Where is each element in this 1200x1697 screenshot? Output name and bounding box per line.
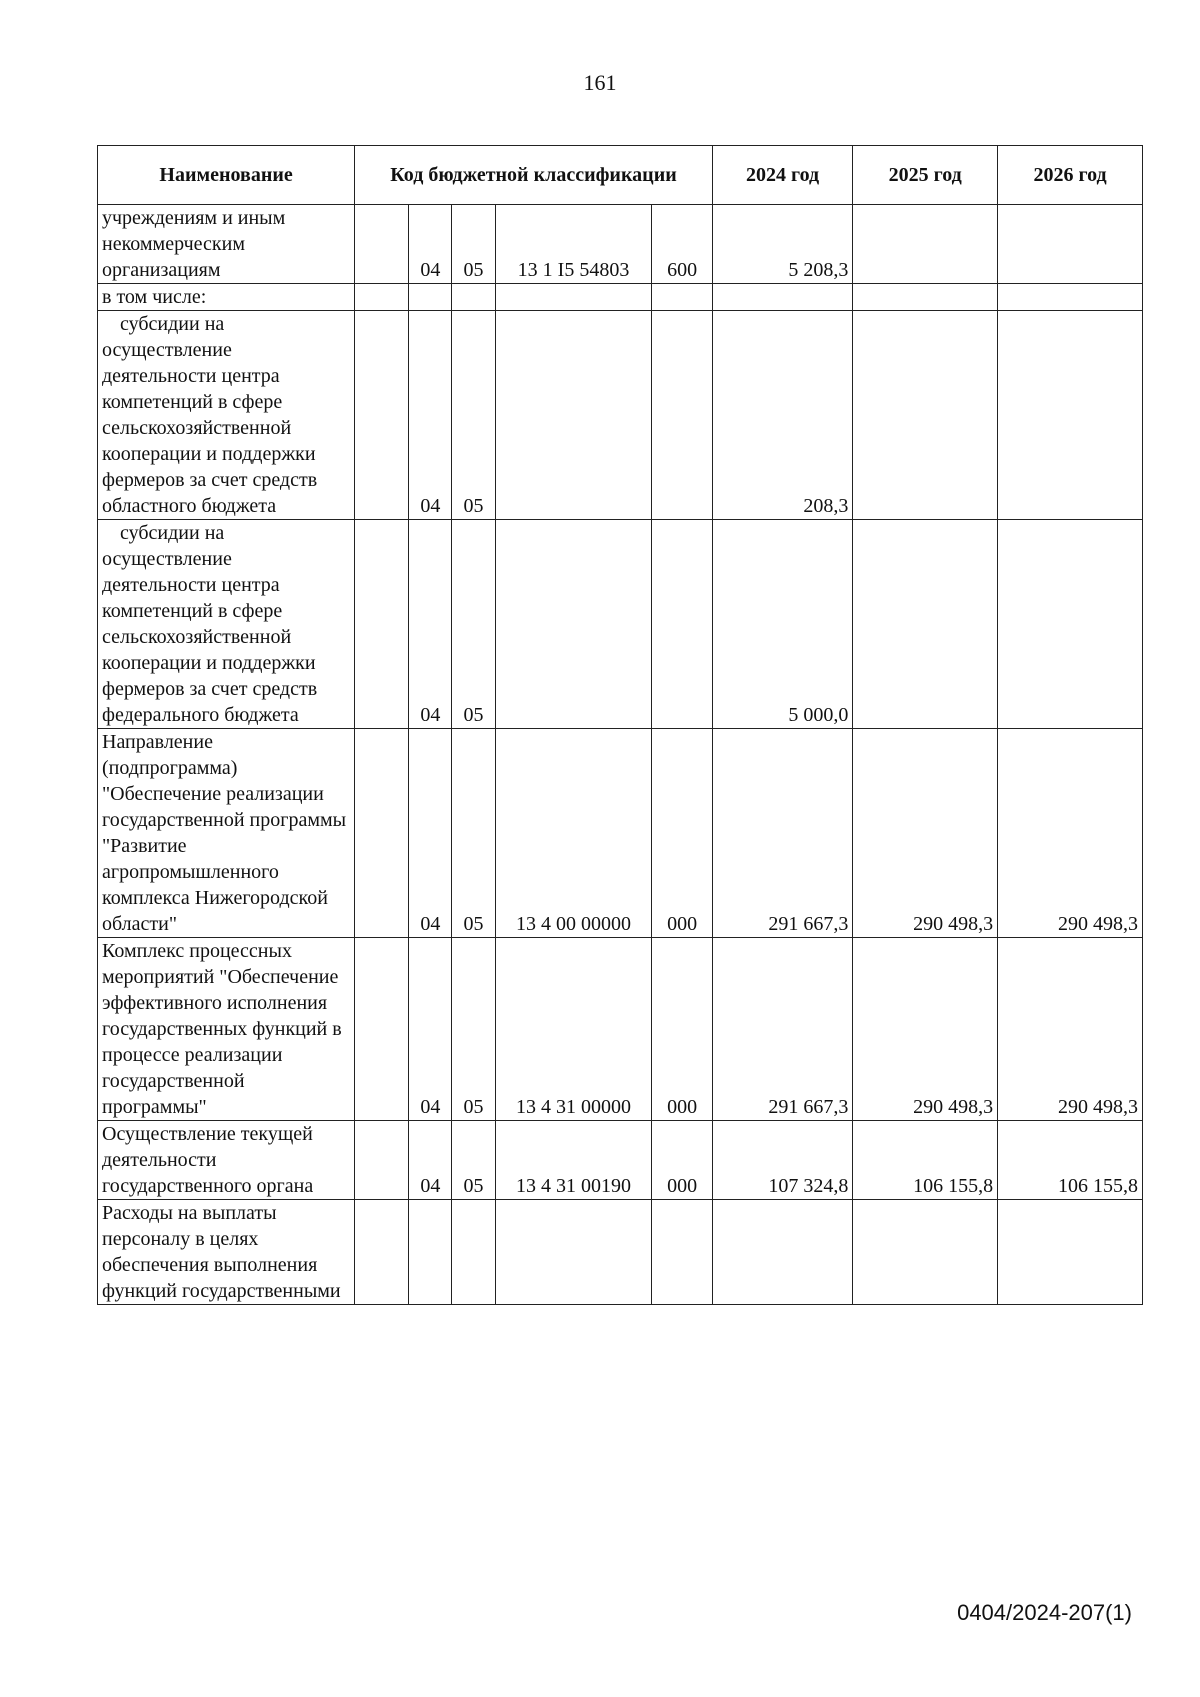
table-row: [98, 1121, 1143, 1200]
row-value-2024: 291 667,3: [712, 729, 852, 938]
row-code-1: [355, 284, 409, 311]
table-row: [98, 1200, 1143, 1305]
row-code-section: 04: [409, 520, 452, 729]
row-code-target: [495, 311, 652, 520]
table-header-row: [98, 146, 1143, 205]
row-code-type: 000: [652, 729, 713, 938]
row-code-target: 13 4 31 00000: [495, 938, 652, 1121]
row-value-2025: [853, 1200, 998, 1305]
row-value-2025: 290 498,3: [853, 938, 998, 1121]
row-code-subsection: 05: [452, 311, 495, 520]
row-name: Расходы на выплаты персоналу в целях обеспечения выполнения функций государственными: [98, 1200, 355, 1305]
row-value-2025: [853, 520, 998, 729]
row-value-2026: [998, 520, 1143, 729]
row-code-1: [355, 520, 409, 729]
row-value-2025: [853, 205, 998, 284]
row-code-1: [355, 205, 409, 284]
header-2024: 2024 год: [712, 146, 852, 205]
row-value-2024: 107 324,8: [712, 1121, 852, 1200]
row-code-target: 13 1 I5 54803: [495, 205, 652, 284]
table-row: [98, 938, 1143, 1121]
row-value-2024: 5 208,3: [712, 205, 852, 284]
row-code-1: [355, 1200, 409, 1305]
row-value-2026: 290 498,3: [998, 729, 1143, 938]
row-value-2026: [998, 1200, 1143, 1305]
row-code-type: [652, 1200, 713, 1305]
row-name: [98, 311, 355, 520]
row-code-target: 13 4 00 00000: [495, 729, 652, 938]
table-row: [98, 729, 1143, 938]
row-name: учреждениям и иным некоммерческим организациям: [98, 205, 355, 284]
row-value-2024: 291 667,3: [712, 938, 852, 1121]
row-code-target: [495, 520, 652, 729]
header-2025: 2025 год: [853, 146, 998, 205]
row-value-2026: [998, 284, 1143, 311]
row-value-2024: [712, 1200, 852, 1305]
row-code-section: 04: [409, 938, 452, 1121]
row-value-2024: 208,3: [712, 311, 852, 520]
row-code-target: [495, 1200, 652, 1305]
row-value-2026: [998, 311, 1143, 520]
row-value-2025: 290 498,3: [853, 729, 998, 938]
row-value-2025: [853, 284, 998, 311]
table-row: [98, 520, 1143, 729]
row-code-1: [355, 938, 409, 1121]
table-row: [98, 284, 1143, 311]
document-number: 0404/2024-207(1): [957, 1600, 1132, 1625]
budget-table: [97, 145, 1143, 1305]
row-value-2026: [998, 205, 1143, 284]
row-code-section: 04: [409, 311, 452, 520]
row-value-2026: 290 498,3: [998, 938, 1143, 1121]
row-code-type: 000: [652, 1121, 713, 1200]
row-code-type: [652, 311, 713, 520]
row-code-target: 13 4 31 00190: [495, 1121, 652, 1200]
row-value-2025: [853, 311, 998, 520]
row-code-subsection: 05: [452, 729, 495, 938]
header-name: Наименование: [98, 146, 355, 205]
row-code-section: 04: [409, 1121, 452, 1200]
row-code-1: [355, 729, 409, 938]
row-name-text: субсидии на осуществление деятельности центра компетенций в сфере сельскохозяйственной кооперации и поддержки фермеров за счет средств областного бюджета: [102, 313, 318, 517]
row-code-type: [652, 284, 713, 311]
row-name: в том числе:: [98, 284, 355, 311]
row-code-subsection: 05: [452, 520, 495, 729]
row-code-subsection: 05: [452, 938, 495, 1121]
row-name: Осуществление текущей деятельности государственного органа: [98, 1121, 355, 1200]
row-name: [98, 520, 355, 729]
row-name: Комплекс процессных мероприятий "Обеспечение эффективного исполнения государственных функций в процессе реализации государственной программы": [98, 938, 355, 1121]
row-code-type: 000: [652, 938, 713, 1121]
row-name-text: субсидии на осуществление деятельности центра компетенций в сфере сельскохозяйственной кооперации и поддержки фермеров за счет средств федерального бюджета: [102, 522, 318, 726]
row-code-section: 04: [409, 729, 452, 938]
row-code-type: [652, 520, 713, 729]
row-code-target: [495, 284, 652, 311]
row-code-subsection: [452, 1200, 495, 1305]
table-row: [98, 205, 1143, 284]
header-code: Код бюджетной классификации: [355, 146, 713, 205]
row-code-section: [409, 1200, 452, 1305]
row-code-1: [355, 1121, 409, 1200]
page-number: 161: [583, 70, 617, 95]
row-code-type: 600: [652, 205, 713, 284]
row-code-subsection: 05: [452, 1121, 495, 1200]
row-value-2024: [712, 284, 852, 311]
row-code-section: [409, 284, 452, 311]
row-code-subsection: [452, 284, 495, 311]
table-row: [98, 311, 1143, 520]
row-value-2026: 106 155,8: [998, 1121, 1143, 1200]
row-code-section: 04: [409, 205, 452, 284]
row-value-2025: 106 155,8: [853, 1121, 998, 1200]
row-code-subsection: 05: [452, 205, 495, 284]
row-value-2024: 5 000,0: [712, 520, 852, 729]
row-name: Направление (подпрограмма) "Обеспечение реализации государственной программы "Развитие агропромышленного комплекса Нижегородской области": [98, 729, 355, 938]
row-code-1: [355, 311, 409, 520]
header-2026: 2026 год: [998, 146, 1143, 205]
